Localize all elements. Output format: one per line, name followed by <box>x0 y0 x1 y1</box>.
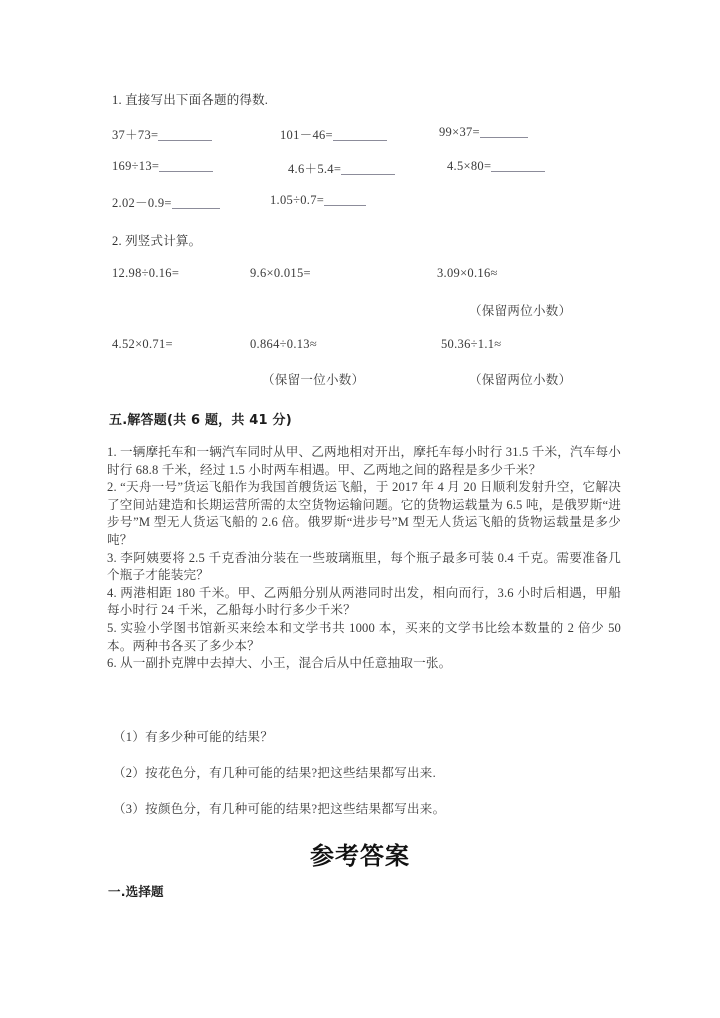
answer-blank[interactable] <box>324 204 366 206</box>
vertical-expression: 4.52×0.71= <box>112 337 173 351</box>
oral-expression-text: 4.5×80= <box>447 159 492 173</box>
vertical-expression: 50.36÷1.1≈ <box>441 337 502 351</box>
sub-question: （1）有多少种可能的结果？ <box>113 730 274 744</box>
oral-expression <box>112 193 220 211</box>
vertical-section-label: 2. 列竖式计算。 <box>112 234 202 248</box>
word-problems-list <box>107 444 621 673</box>
oral-expression-text: 1.05÷0.7= <box>270 193 325 207</box>
oral-expression <box>280 125 387 143</box>
oral-expression <box>112 159 213 174</box>
oral-section-label: 1. 直接写出下面各题的得数. <box>112 93 269 107</box>
answer-blank[interactable] <box>172 207 220 209</box>
oral-expression-text: 101－46= <box>280 128 333 142</box>
sub-question: （2）按花色分，有几种可能的结果?把这些结果都写出来. <box>113 766 437 780</box>
oral-expression-text: 169÷13= <box>112 159 160 173</box>
vertical-expression: 0.864÷0.13≈ <box>250 337 318 351</box>
vertical-expression: 3.09×0.16≈ <box>437 266 498 280</box>
word-problem: 6. 从一副扑克牌中去掉大、小王，混合后从中任意抽取一张。 <box>107 656 452 671</box>
oral-expression <box>112 125 212 143</box>
answer-section-heading: 五.解答题(共 6 题，共 41 分) <box>109 413 292 428</box>
oral-expression <box>439 125 528 140</box>
answer-blank[interactable] <box>480 136 528 138</box>
sub-question: （3）按颜色分，有几种可能的结果?把这些结果都写出来。 <box>113 802 446 816</box>
rounding-note: （保留一位小数） <box>262 373 365 387</box>
word-problem: 5. 实验小学图书馆新买来绘本和文学书共 1000 本，买来的文学书比绘本数量的 2 倍少 50 本。两种书各买了多少本？ <box>107 620 621 653</box>
word-problem: 3. 李阿姨要将 2.5 千克香油分装在一些玻璃瓶里，每个瓶子最多可装 0.4 千克。需要准备几个瓶子才能装完？ <box>107 550 621 583</box>
word-problem: 2. “天舟一号”货运飞船作为我国首艘货运飞船，于 2017 年 4 月 20 日顺利发射升空，它解决了空间站建造和长期运营所需的太空货物运输问题。它的货物运载量为 6.5 吨，是俄罗斯“进步号”M 型无人货运飞船的 2.6 倍。俄罗斯“进步号”M 型无人货运飞船的货物运载量是多少吨？ <box>107 480 621 547</box>
oral-expression-text: 99×37= <box>439 125 480 139</box>
oral-expression-text: 4.6＋5.4= <box>288 162 342 176</box>
answer-blank[interactable] <box>341 173 395 175</box>
word-problem: 4. 两港相距 180 千米。甲、乙两船分别从两港同时出发，相向而行，3.6 小时后相遇，甲船每小时行 24 千米，乙船每小时行多少千米？ <box>107 585 621 618</box>
oral-expression <box>270 193 366 208</box>
answer-key-first-heading: 一.选择题 <box>108 884 164 899</box>
vertical-expression: 12.98÷0.16= <box>112 266 180 280</box>
answer-blank[interactable] <box>159 170 213 172</box>
vertical-expression: 9.6×0.015= <box>250 266 311 280</box>
oral-expression <box>447 159 545 174</box>
oral-expression-text: 2.02－0.9= <box>112 196 172 210</box>
word-problem: 1. 一辆摩托车和一辆汽车同时从甲、乙两地相对开出，摩托车每小时行 31.5 千米，汽车每小时行 68.8 千米，经过 1.5 小时两车相遇。甲、乙两地之间的路程是多少千米？ <box>107 445 621 477</box>
answer-blank[interactable] <box>333 139 387 141</box>
answer-blank[interactable] <box>491 170 545 172</box>
oral-expression-text: 37＋73= <box>112 128 159 142</box>
answer-key-title: 参考答案 <box>310 842 410 870</box>
rounding-note: （保留两位小数） <box>469 373 572 387</box>
answer-blank[interactable] <box>158 139 212 141</box>
oral-expression <box>288 159 395 177</box>
rounding-note: （保留两位小数） <box>469 304 572 318</box>
